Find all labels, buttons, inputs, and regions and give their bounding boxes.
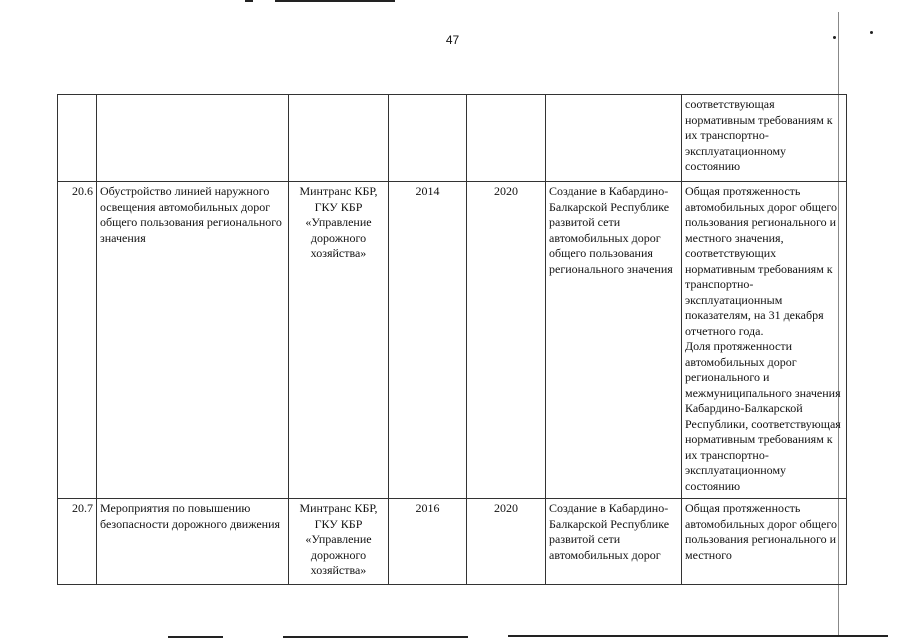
cell-indicator [682,182,847,499]
cell-end-year: 2020 [467,182,546,499]
cell-end-year: 2020 [467,499,546,585]
page-number: 47 [445,33,460,47]
cell-start-year: 2014 [389,182,467,499]
indicator-paragraph: Доля протяженности автомобильных дорог регионального и межмуниципального значения Кабардино-Балкарской Республики, соответствующая нормативным требованиям к их транспортно-эксплуатационному состоянию [685,339,841,493]
cell-executor [289,95,389,182]
cell-name: Обустройство линией наружного освещения автомобильных дорог общего пользования регионального значения [97,182,289,499]
cell-start-year: 2016 [389,499,467,585]
cell-num: 20.6 [58,182,97,499]
scan-mark-bottom-3 [508,635,888,637]
scan-mark-bottom-1 [168,636,223,638]
cell-result: Создание в Кабардино-Балкарской Республике развитой сети автомобильных дорог общего пользования регионального значения [546,182,682,499]
table-row-continuation [58,95,847,182]
indicator-paragraph: Общая протяженность автомобильных дорог общего пользования регионального и местного значения, соответствующих нормативным требованиям к транспортно-эксплуатационным показателям, на 31 декабря отчетного года. [685,184,837,338]
scan-mark-bottom-2 [283,636,468,638]
table-row [58,182,847,499]
cell-name [97,95,289,182]
cell-name: Мероприятия по повышению безопасности дорожного движения [97,499,289,585]
cell-result: Создание в Кабардино-Балкарской Республике развитой сети автомобильных дорог [546,499,682,585]
cell-result [546,95,682,182]
cell-num [58,95,97,182]
table-row [58,499,847,585]
cell-end-year [467,95,546,182]
cell-indicator: соответствующая нормативным требованиям к их транспортно-эксплуатационному состоянию [682,95,847,182]
scan-mark-top-small [245,0,253,2]
cell-start-year [389,95,467,182]
cell-executor: Минтранс КБР, ГКУ КБР «Управление дорожного хозяйства» [289,499,389,585]
cell-num: 20.7 [58,499,97,585]
scan-mark-top [275,0,395,2]
program-activities-table [57,94,847,585]
cell-indicator: Общая протяженность автомобильных дорог общего пользования регионального и местного [682,499,847,585]
cell-executor: Минтранс КБР, ГКУ КБР «Управление дорожного хозяйства» [289,182,389,499]
